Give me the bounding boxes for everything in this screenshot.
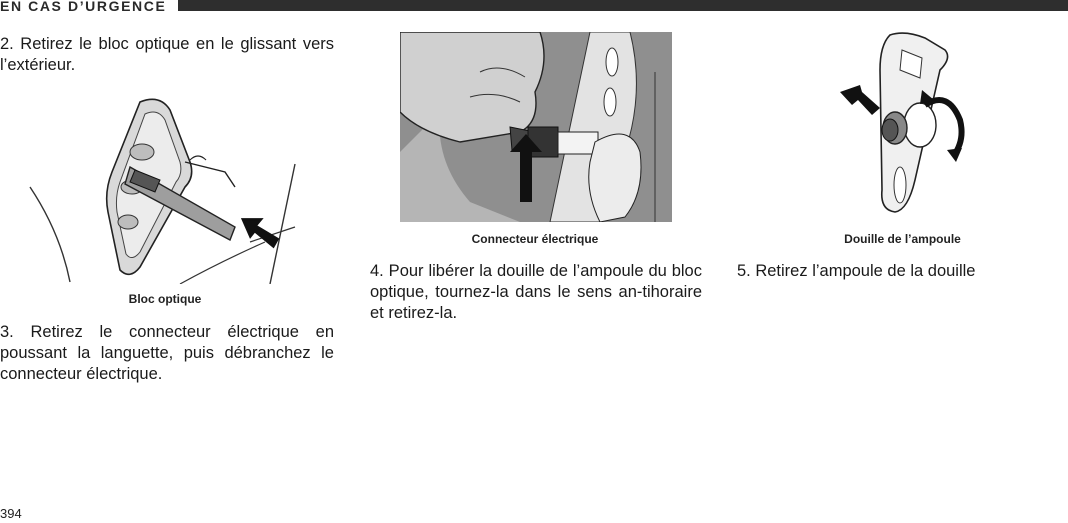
bulb-socket-rotation-illustration-icon: [830, 30, 980, 220]
figure-caption-douille-ampoule: Douille de l’ampoule: [844, 232, 961, 246]
header-rule: [178, 0, 1068, 11]
step-2-text: 2. Retirez le bloc optique en le glissant vers l’extérieur.: [0, 35, 334, 74]
figure-caption-connecteur-electrique: Connecteur électrique: [471, 232, 599, 246]
tail-lamp-slide-out-illustration-icon: [20, 92, 340, 284]
page-header: [0, 0, 1068, 16]
step-5-text: 5. Retirez l’ampoule de la douille: [737, 262, 976, 280]
section-title: EN CAS D’URGENCE: [0, 0, 176, 14]
step-4-text: 4. Pour libérer la douille de l’ampoule du bloc optique, tournez-la dans le sens an-tihoraire et retirez-la.: [370, 262, 702, 322]
figure-caption-bloc-optique: Bloc optique: [128, 292, 202, 306]
page-number: 394: [0, 506, 22, 521]
step-3-text: 3. Retirez le connecteur électrique en poussant la languette, puis débranchez le connecteur électrique.: [0, 323, 334, 383]
electrical-connector-illustration-icon: [400, 32, 672, 222]
